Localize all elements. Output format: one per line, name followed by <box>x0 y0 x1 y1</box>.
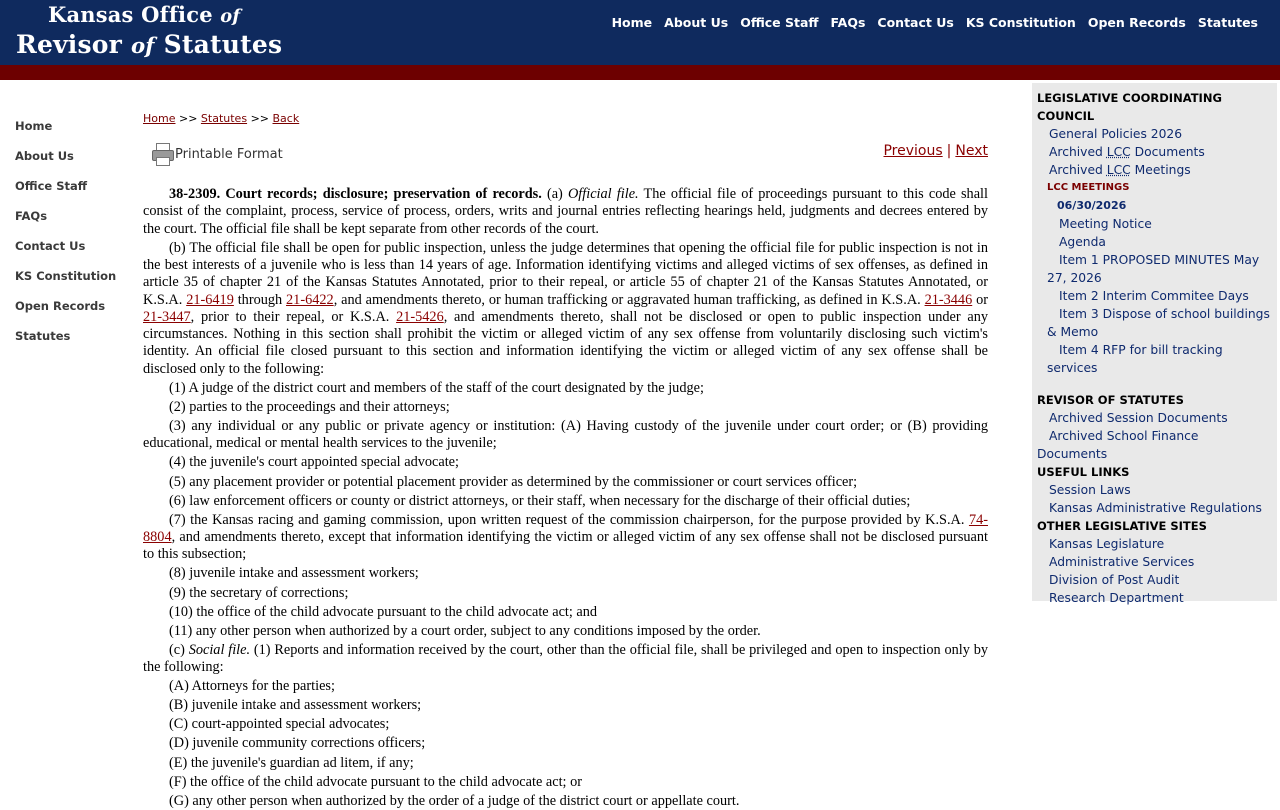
statute-item: (B) juvenile intake and assessment workers; <box>169 697 422 714</box>
text-run: (a) <box>546 186 568 202</box>
text-run: , and amendments thereto, or human trafficking or aggravated human trafficking, as defined in K.S.A. <box>333 291 925 308</box>
statute-item: (1) A judge of the district court and members of the staff of the court designated by the judge; <box>169 379 704 396</box>
topnav-home[interactable]: Home <box>611 15 653 30</box>
sidebar-link-item-3[interactable]: Item 3 Dispose of school buildings & Memo <box>1047 307 1270 339</box>
statute-item: (5) any placement provider or potential placement provider as determined by the commissioner or court services officer; <box>169 473 858 490</box>
leftnav-faqs[interactable]: FAQs <box>15 209 48 223</box>
text-run: (b) The official file shall be open for public inspection, unless the judge determines that opening the official file for public inspection is not in the best interests of a juvenile who is less than 14 years of age. Information identifying victims and alleged victims of sex offenses, as defined in article 35 of chapter 21 of the Kansas Statutes Annotated, prior to their repeal, or article 55 of chapter 21 of the Kansas Statutes Annotated, or K.S.A. <box>143 239 988 308</box>
breadcrumb <box>143 112 988 125</box>
topnav-statutes[interactable]: Statutes <box>1197 15 1258 30</box>
logo-line-1[interactable] <box>48 2 240 27</box>
top-nav <box>600 15 1258 30</box>
sidebar-link-kansas-legislature[interactable]: Kansas Legislature <box>1049 537 1165 551</box>
sidebar-link-archived-school-finance[interactable]: Archived School Finance Documents <box>1037 429 1199 461</box>
breadcrumb-separator: >> <box>250 112 269 125</box>
sidebar-subheading-lcc-meetings: LCC MEETINGS <box>1047 182 1130 193</box>
printable-format-link[interactable] <box>151 143 283 165</box>
leftnav-home[interactable]: Home <box>15 119 53 133</box>
text-run: through <box>233 291 287 308</box>
statute-heading: 38-2309. Court records; disclosure; preservation of records. <box>169 186 542 202</box>
next-link[interactable]: Next <box>955 143 988 159</box>
sidebar-heading-other-sites: OTHER LEGISLATIVE SITES <box>1037 519 1207 533</box>
previous-link[interactable]: Previous <box>883 143 943 159</box>
statute-item: (E) the juvenile's guardian ad litem, if any; <box>169 754 414 771</box>
statute-item: (A) Attorneys for the parties; <box>169 678 335 695</box>
statute-link-21-5426[interactable]: 21-5426 <box>396 308 444 325</box>
statute-link-21-3446[interactable]: 21-3446 <box>924 291 973 308</box>
sidebar-heading-revisor: REVISOR OF STATUTES <box>1037 393 1184 407</box>
sidebar-link-item-2[interactable]: Item 2 Interim Commitee Days <box>1059 289 1249 303</box>
text-run: , prior to their repeal, or K.S.A. <box>190 308 397 325</box>
text-run: LCC <box>1106 163 1131 177</box>
topnav-faqs[interactable]: FAQs <box>830 15 866 30</box>
logo-text-of-2: of <box>130 34 155 59</box>
logo-text-of: of <box>220 6 241 27</box>
text-run: Archived <box>1049 145 1107 159</box>
sidebar-link-agenda[interactable]: Agenda <box>1059 235 1106 249</box>
statute-text <box>143 186 988 810</box>
right-sidebar <box>1032 83 1277 605</box>
sidebar-link-session-laws[interactable]: Session Laws <box>1049 483 1131 497</box>
statute-link-21-3447[interactable]: 21-3447 <box>143 308 191 325</box>
site-header <box>0 0 1280 65</box>
text-run: Archived <box>1049 163 1107 177</box>
text-run: LEGISLATIVE COORDINATING <box>1037 91 1222 105</box>
text-run: LCC <box>1106 145 1131 159</box>
sidebar-meeting-date: 06/30/2026 <box>1057 199 1127 212</box>
topnav-contact-us[interactable]: Contact Us <box>877 15 954 30</box>
statute-item: (C) court-appointed special advocates; <box>169 716 390 733</box>
subsection-title-official-file: Official file. <box>567 186 639 202</box>
sidebar-link-general-policies[interactable]: General Policies 2026 <box>1049 127 1183 141</box>
statute-item: (2) parties to the proceedings and their attorneys; <box>169 398 450 415</box>
statute-item: (9) the secretary of corrections; <box>169 584 349 601</box>
breadcrumb-separator: >> <box>178 112 198 125</box>
statute-link-21-6422[interactable]: 21-6422 <box>286 291 334 308</box>
text-run: Meetings <box>1130 163 1191 177</box>
breadcrumb-home[interactable]: Home <box>143 112 176 125</box>
sidebar-heading-useful-links: USEFUL LINKS <box>1037 465 1130 479</box>
logo-text-statutes: Statutes <box>163 30 283 59</box>
sidebar-link-meeting-notice[interactable]: Meeting Notice <box>1059 217 1152 231</box>
text-run: or <box>972 291 988 308</box>
leftnav-ks-constitution[interactable]: KS Constitution <box>15 269 117 283</box>
statute-item: (G) any other person when authorized by the order of a judge of the district court or appellate court. <box>169 792 740 809</box>
breadcrumb-statutes[interactable]: Statutes <box>200 112 248 125</box>
statute-item: (8) juvenile intake and assessment workers; <box>169 565 419 582</box>
statute-toolbar <box>143 143 988 179</box>
statute-para-c <box>143 642 988 677</box>
sidebar-link-archived-lcc-meetings[interactable] <box>1037 161 1272 179</box>
statute-item: (4) the juvenile's court appointed special advocate; <box>169 454 459 471</box>
sidebar-link-kansas-administrative-regulations[interactable]: Kansas Administrative Regulations <box>1049 501 1262 515</box>
prev-next-nav <box>883 143 988 159</box>
statute-link-74-8804[interactable]: 74-8804 <box>143 511 988 546</box>
leftnav-about-us[interactable]: About Us <box>15 149 74 163</box>
sidebar-link-item-4[interactable]: Item 4 RFP for bill tracking services <box>1047 343 1223 375</box>
text-run: , and amendments thereto, shall not be disclosed or open to public inspection under any circumstances. Nothing in this section shall prohibit the victim or alleged victim of any sex offense from voluntarily disclosing such victim's identity. An official file closed pursuant to this section and information identifying the victim or alleged victim of any sex offense shall be disclosed only to the following: <box>143 308 988 377</box>
statute-item: (3) any individual or any public or private agency or institution: (A) Having custody of the juvenile under court order; or (B) providing educational, medical or mental health services to the juvenile; <box>143 418 988 452</box>
logo-text-revisor: Revisor <box>16 30 123 59</box>
leftnav-office-staff[interactable]: Office Staff <box>15 179 88 193</box>
statute-para-a <box>143 186 988 238</box>
printable-format-label: Printable Format <box>175 146 283 162</box>
leftnav-statutes[interactable]: Statutes <box>15 329 71 343</box>
statute-item: (10) the office of the child advocate pursuant to the child advocate act; and <box>169 603 598 620</box>
text-run: Documents <box>1130 145 1205 159</box>
sidebar-link-item-1[interactable]: Item 1 PROPOSED MINUTES May 27, 2026 <box>1047 253 1260 285</box>
topnav-about-us[interactable]: About Us <box>664 15 729 30</box>
text-run: (1) Reports and information received by the court, other than the official file, shall be privileged and open to inspection only by the following: <box>143 641 988 676</box>
text-run: COUNCIL <box>1037 109 1095 123</box>
leftnav-contact-us[interactable]: Contact Us <box>15 239 86 253</box>
topnav-office-staff[interactable]: Office Staff <box>740 15 819 30</box>
subsection-title-social-file: Social file. <box>188 641 251 658</box>
statute-item-7 <box>143 512 988 564</box>
text-run: The official file of proceedings pursuant to this code shall consist of the complaint, process, service of process, orders, writs and journal entries reflecting hearings held, judgments and decrees entered by the court. The official file shall be kept separate from other records of the court. <box>143 186 988 237</box>
statute-item: (6) law enforcement officers or county or district attorneys, or their staff, when necessary for the discharge of their official duties; <box>169 492 911 509</box>
sidebar-link-division-of-post-audit[interactable]: Division of Post Audit <box>1049 573 1180 587</box>
sidebar-heading-lcc <box>1037 89 1272 125</box>
text-run: (c) <box>169 641 189 658</box>
breadcrumb-back[interactable]: Back <box>272 112 300 125</box>
sidebar-link-research-department[interactable]: Research Department <box>1049 591 1184 605</box>
header-accent-bar <box>0 65 1280 80</box>
sidebar-link-archived-session-documents[interactable]: Archived Session Documents <box>1049 411 1228 425</box>
prev-next-separator: | <box>946 143 952 159</box>
leftnav-open-records[interactable]: Open Records <box>15 299 106 313</box>
printer-icon <box>151 143 173 165</box>
statute-item: (11) any other person when authorized by a court order, subject to any conditions imposed by the order. <box>169 622 761 639</box>
statute-para-b <box>143 240 988 378</box>
statute-link-21-6419[interactable]: 21-6419 <box>186 291 234 308</box>
sidebar-link-archived-lcc-documents[interactable] <box>1037 143 1272 161</box>
statute-item: (D) juvenile community corrections officers; <box>169 735 426 752</box>
topnav-ks-constitution[interactable]: KS Constitution <box>965 15 1076 30</box>
main-content <box>143 110 988 809</box>
logo-text-kansas-office: Kansas Office <box>48 2 213 27</box>
topnav-open-records[interactable]: Open Records <box>1087 15 1186 30</box>
text-run: , and amendments thereto, except that information identifying the victim or alleged victim of any sex offense shall not be disclosed pursuant to this subsection; <box>143 529 988 563</box>
left-nav <box>15 118 135 358</box>
statute-item: (F) the office of the child advocate pursuant to the child advocate act; or <box>169 773 582 790</box>
sidebar-link-administrative-services[interactable]: Administrative Services <box>1049 555 1195 569</box>
text-run: (7) the Kansas racing and gaming commission, upon written request of the commission chairperson, for the purpose provided by K.S.A. <box>169 511 969 528</box>
logo-line-2[interactable] <box>16 30 282 59</box>
